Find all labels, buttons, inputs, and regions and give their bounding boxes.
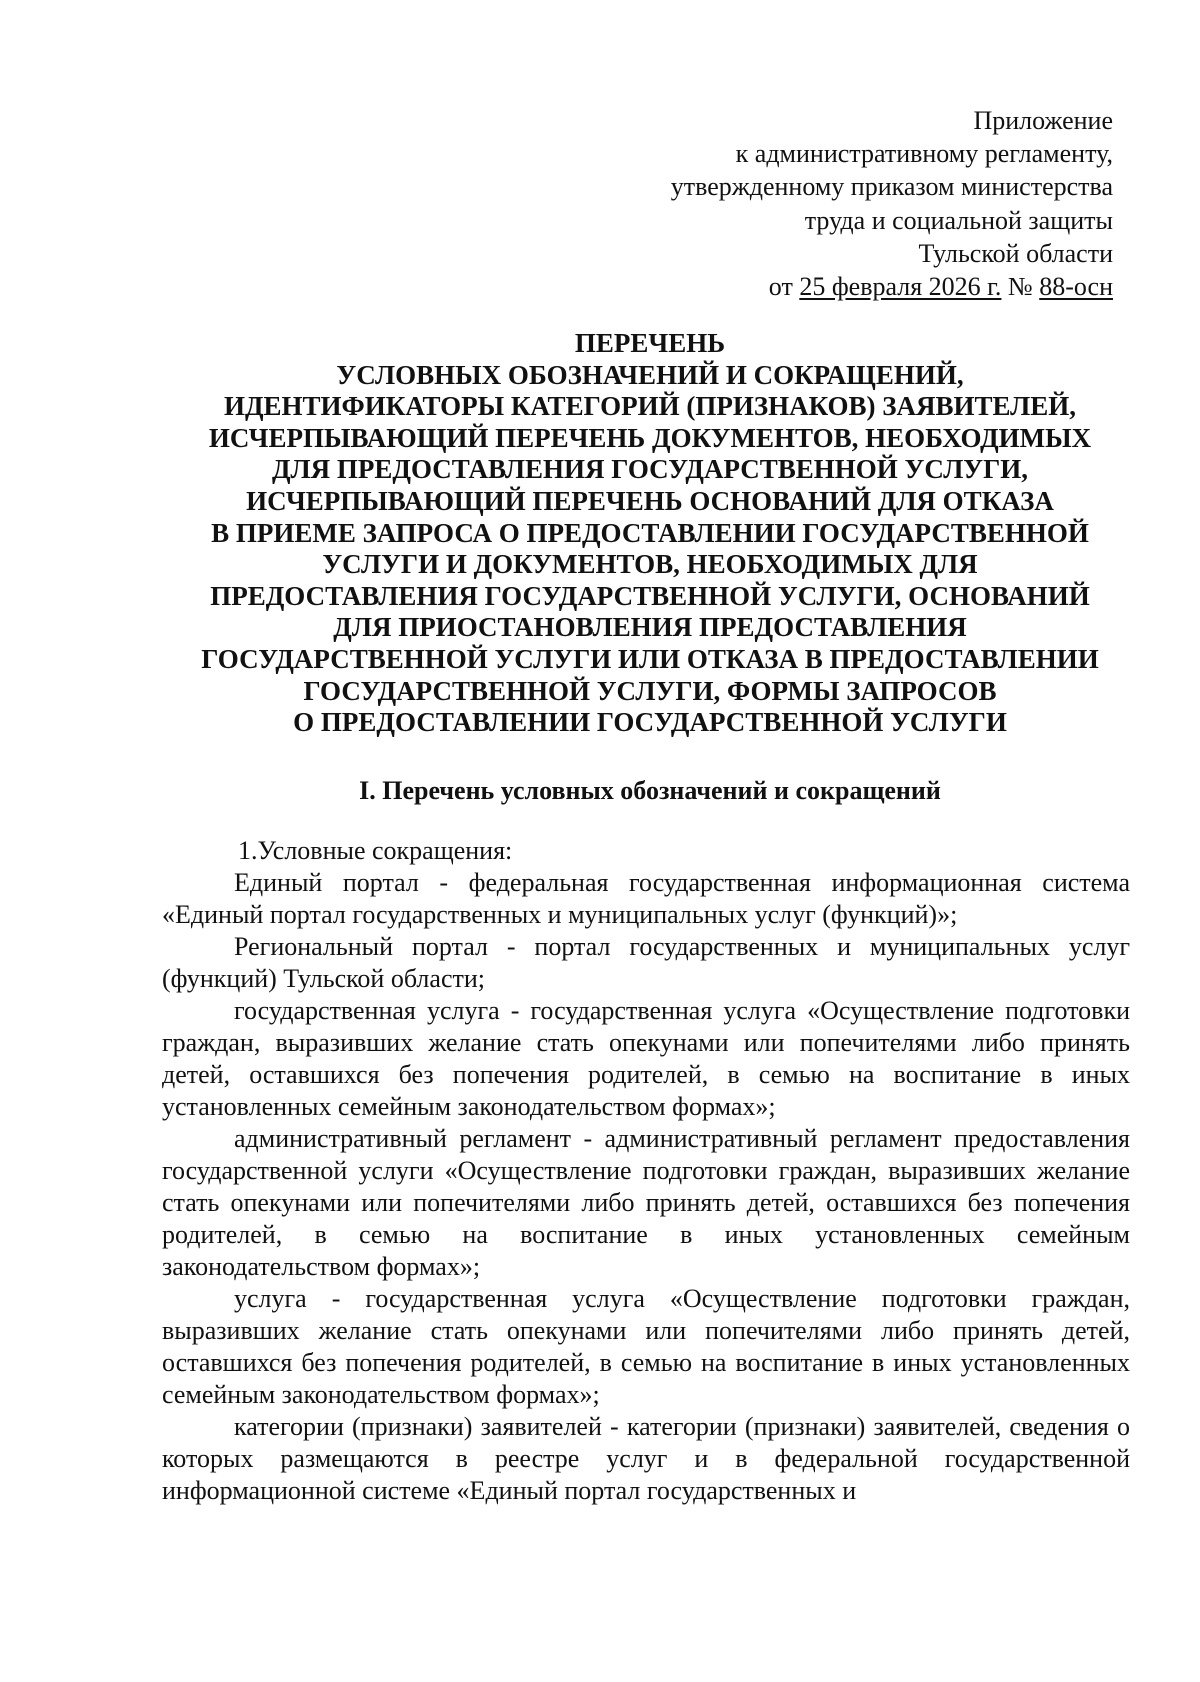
title-line: О ПРЕДОСТАВЛЕНИИ ГОСУДАРСТВЕННОЙ УСЛУГИ [293,707,1007,738]
title-line: ПЕРЕЧЕНЬ [574,328,726,358]
order-number: 88-осн [1039,272,1113,302]
section-heading: I. Перечень условных обозначений и сокращений [359,776,941,805]
paragraph-unified-portal: Единый портал - федеральная государственная информационная система «Единый портал государственных и муниципальных услуг (функций)»; [162,868,1130,929]
title-line: УСЛОВНЫХ ОБОЗНАЧЕНИЙ И СОКРАЩЕНИЙ, [336,359,964,390]
paragraph-applicant-categories: категории (признаки) заявителей - категории (признаки) заявителей, сведения о которых размещаются в реестре услуг и в федеральной государственной информационной системе «Единый портал государственных и [162,1412,1130,1505]
title-line: ПРЕДОСТАВЛЕНИЯ ГОСУДАРСТВЕННОЙ УСЛУГИ, ОСНОВАНИЙ [210,580,1090,611]
title-line: ИСЧЕРПЫВАЮЩИЙ ПЕРЕЧЕНЬ ДОКУМЕНТОВ, НЕОБХОДИМЫХ [208,422,1092,453]
header-line-date-number [413,270,1113,303]
title-line: ДЛЯ ПРИОСТАНОВЛЕНИЯ ПРЕДОСТАВЛЕНИЯ [333,612,967,643]
number-prefix: № [1001,272,1040,302]
title-line: ИДЕНТИФИКАТОРЫ КАТЕГОРИЙ (ПРИЗНАКОВ) ЗАЯВИТЕЛЕЙ, [223,391,1077,422]
paragraph-regional-portal: Региональный портал - портал государственных и муниципальных услуг (функций) Тульской области; [162,932,1130,993]
date-prefix: от [768,272,800,302]
header-line-appendix: Приложение [973,106,1113,135]
header-line-ministry: труда и социальной защиты [804,205,1113,235]
order-date: 25 февраля 2026 г. [799,272,1002,302]
approval-header [413,104,1113,303]
paragraph-service: услуга - государственная услуга «Осуществление подготовки граждан, выразивших желание стать опекунами или попечителями либо принять детей, оставшихся без попечения родителей, в семью на воспитание в иных установленных семейным законодательством формах»; [162,1284,1130,1409]
document-title [160,328,1140,739]
paragraph-state-service: государственная услуга - государственная услуга «Осуществление подготовки граждан, выразивших желание стать опекунами или попечителями либо принять детей, оставшихся без попечения родителей, в семью на воспитание в иных установленных семейным законодательством формах»; [162,996,1130,1121]
header-line-regulation: к административному регламенту, [735,139,1113,169]
title-line: ГОСУДАРСТВЕННОЙ УСЛУГИ ИЛИ ОТКАЗА В ПРЕДОСТАВЛЕНИИ [201,643,1099,674]
paragraph-abbreviations-intro: 1.Условные сокращения: [238,836,513,865]
header-line-region: Тульской области [918,238,1113,268]
title-line: ДЛЯ ПРЕДОСТАВЛЕНИЯ ГОСУДАРСТВЕННОЙ УСЛУГИ, [271,454,1029,485]
title-line: В ПРИЕМЕ ЗАПРОСА О ПРЕДОСТАВЛЕНИИ ГОСУДАРСТВЕННОЙ [211,517,1089,548]
title-line: УСЛУГИ И ДОКУМЕНТОВ, НЕОБХОДИМЫХ ДЛЯ [322,549,978,580]
document-body [162,835,1130,1507]
header-line-approved: утвержденному приказом министерства [670,172,1113,202]
title-line: ГОСУДАРСТВЕННОЙ УСЛУГИ, ФОРМЫ ЗАПРОСОВ [303,675,997,706]
title-line: ИСЧЕРПЫВАЮЩИЙ ПЕРЕЧЕНЬ ОСНОВАНИЙ ДЛЯ ОТКАЗА [246,485,1054,516]
paragraph-admin-regulation: административный регламент - административный регламент предоставления государственной услуги «Осуществление подготовки граждан, выразивших желание стать опекунами или попечителями либо принять детей, оставшихся без попечения родителей, в семью на воспитание в иных установленных семейным законодательством формах»; [162,1124,1130,1281]
